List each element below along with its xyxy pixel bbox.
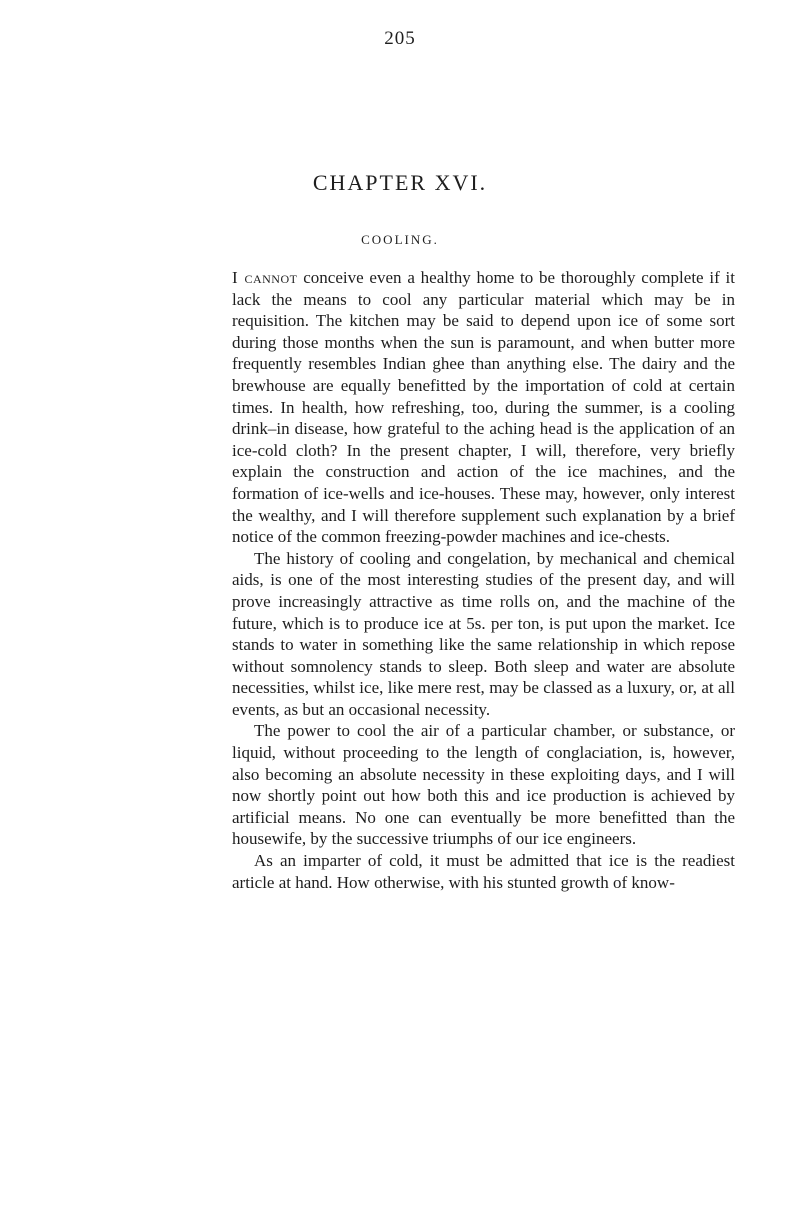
chapter-title: CHAPTER XVI. bbox=[312, 170, 488, 195]
body-text bbox=[232, 267, 735, 893]
paragraph-1-text: conceive even a healthy home to be thoroughly complete if it lack the means to cool any particular material which may be in requisition. The kitchen may be said to depend upon ice of some sort during those months when the sun is paramount, and when butter more frequently resembles Indian ghee than anything else. The dairy and the brewhouse are equally benefitted by the importation of cold at certain times. In health, how refreshing, too, during the summer, is a cooling drink–in disease, how grateful to the aching head is the application of an ice-cold cloth? In the present chapter, I will, therefore, very briefly explain the construction and action of the ice machines, and the formation of ice-wells and ice-houses. These may, however, only interest the wealthy, and I will therefore supplement such explanation by a brief notice of the common freezing-powder machines and ice-chests. bbox=[232, 268, 735, 547]
paragraph-4 bbox=[232, 850, 735, 893]
paragraph-1 bbox=[232, 267, 735, 548]
paragraph-opening-words: I cannot bbox=[232, 268, 298, 287]
section-title: COOLING. bbox=[361, 232, 439, 247]
paragraph-4-text: As an imparter of cold, it must be admitted that ice is the readiest article at hand. How otherwise, with his stunted growth of know- bbox=[232, 851, 735, 892]
paragraph-2-text: The history of cooling and congelation, by mechanical and chemical aids, is one of the most interesting studies of the present day, and will prove increasingly attractive as time rolls on, and the machine of the future, which is to produce ice at 5s. per ton, is put upon the market. Ice stands to water in something like the same relationship in which repose without somnolency stands to sleep. Both sleep and water are absolute necessities, whilst ice, like mere rest, may be classed as a luxury, or, at all events, as but an occasional necessity. bbox=[232, 548, 735, 719]
paragraph-3 bbox=[232, 720, 735, 850]
page-number: 205 bbox=[384, 28, 416, 49]
paragraph-3-text: The power to cool the air of a particular chamber, or substance, or liquid, without proceeding to the length of conglaciation, is, however, also becoming an absolute necessity in these exploiting days, and I will now shortly point out how both this and ice production is achieved by artificial means. No one can eventually be more benefitted than the housewife, by the successive triumphs of our ice engineers. bbox=[232, 721, 735, 849]
paragraph-2 bbox=[232, 548, 735, 721]
